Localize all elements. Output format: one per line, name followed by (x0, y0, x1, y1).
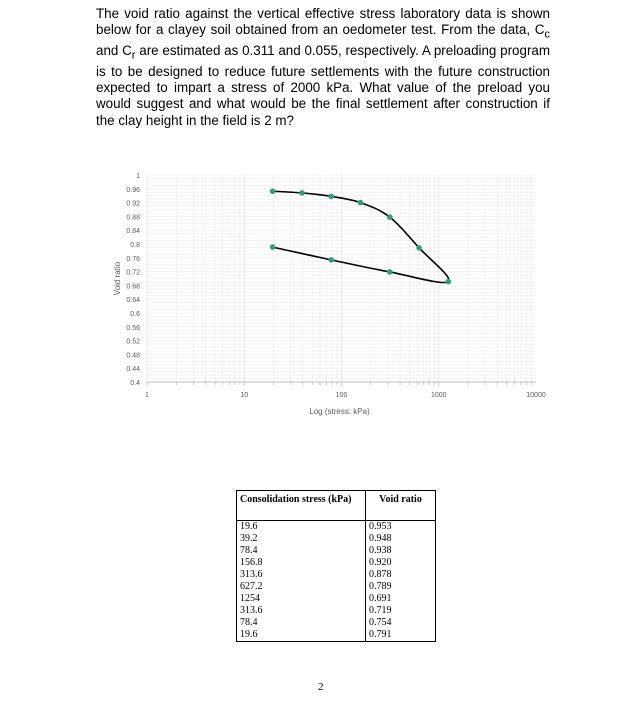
header-void-ratio: Void ratio (366, 491, 436, 521)
page-number: 2 (318, 681, 324, 693)
data-point (270, 244, 276, 250)
cr-subscript: r (131, 49, 136, 62)
y-tick-label: 0.4 (130, 380, 140, 387)
y-tick-label: 0.64 (126, 297, 140, 305)
y-tick-label: 0.96 (126, 186, 140, 194)
stress-cell: 78.4 (237, 617, 366, 629)
data-point (328, 194, 334, 200)
void-ratio-cell: 0.953 (366, 521, 436, 534)
cc-subscript: c (544, 28, 550, 41)
data-point (387, 214, 393, 220)
data-point (446, 279, 452, 285)
stress-cell: 313.6 (237, 569, 366, 581)
y-tick-label: 0.8 (130, 242, 140, 249)
stress-cell: 19.6 (237, 629, 366, 642)
x-tick-label: 10 (240, 392, 249, 399)
stress-cell: 156.8 (237, 557, 366, 569)
table-row (237, 617, 436, 629)
consolidation-table (236, 490, 436, 642)
void-ratio-cell: 0.948 (366, 533, 436, 545)
y-tick-label: 0.44 (126, 366, 140, 374)
problem-text-3: are estimated as 0.311 and 0.055, respectively. A preloading program is to be designed to reduce future settlements with the future construction expected to impart a stress of 2000 kPa. What value of the preload you would suggest and what would be the final settlement after construction if the clay height in the field is 2 m? (96, 43, 554, 128)
problem-text-1: The void ratio against the vertical effective stress laboratory data is shown below for a clayey soil obtained from an oedometer test. From the data, C (96, 6, 554, 38)
void-ratio-chart (96, 160, 566, 430)
x-tick-label: 1 (145, 392, 149, 399)
void-ratio-cell: 0.691 (366, 593, 436, 605)
table-row (237, 545, 436, 557)
y-tick-label: 0.72 (126, 269, 140, 277)
problem-text-2: and C (96, 22, 554, 59)
stress-cell: 39.2 (237, 533, 366, 545)
data-point (270, 188, 276, 194)
data-point (299, 190, 305, 196)
y-axis-title: Void ratio (113, 261, 122, 296)
void-ratio-cell: 0.719 (366, 605, 436, 617)
stress-cell: 627.2 (237, 581, 366, 593)
y-tick-label: 0.88 (126, 214, 140, 222)
x-tick-label: 1000 (430, 392, 447, 399)
stress-cell: 313.6 (237, 605, 366, 617)
table-row (237, 569, 436, 581)
table-row (237, 593, 436, 605)
y-tick-label: 0.68 (126, 283, 140, 291)
table-row (237, 521, 436, 534)
y-tick-label: 0.92 (126, 200, 140, 208)
void-ratio-cell: 0.791 (366, 629, 436, 642)
data-point (328, 257, 334, 263)
table-row (237, 557, 436, 569)
x-tick-label: 10000 (526, 392, 546, 399)
stress-cell: 1254 (237, 593, 366, 605)
void-ratio-cell: 0.878 (366, 569, 436, 581)
void-ratio-cell: 0.920 (366, 557, 436, 569)
problem-statement (96, 6, 554, 129)
data-point (416, 245, 422, 251)
y-tick-label: 0.84 (126, 228, 140, 236)
table-row (237, 581, 436, 593)
y-tick-label: 0.6 (130, 311, 140, 318)
y-tick-label: 0.52 (126, 338, 140, 346)
table-row (237, 629, 436, 642)
y-tick-label: 0.76 (126, 255, 140, 263)
data-point (358, 200, 364, 206)
void-ratio-cell: 0.789 (366, 581, 436, 593)
void-ratio-cell: 0.938 (366, 545, 436, 557)
stress-cell: 78.4 (237, 545, 366, 557)
table-row (237, 533, 436, 545)
table-header-row (237, 491, 436, 521)
stress-cell: 19.6 (237, 521, 366, 534)
y-tick-label: 0.48 (126, 352, 140, 360)
table-row (237, 605, 436, 617)
y-tick-label: 1 (136, 173, 140, 180)
x-tick-label: 100 (335, 392, 348, 399)
y-tick-label: 0.56 (126, 324, 140, 332)
void-ratio-cell: 0.754 (366, 617, 436, 629)
header-stress: Consolidation stress (kPa) (237, 491, 366, 521)
data-point (387, 269, 393, 275)
x-axis-title: Log (stress: kPa) (309, 407, 370, 416)
